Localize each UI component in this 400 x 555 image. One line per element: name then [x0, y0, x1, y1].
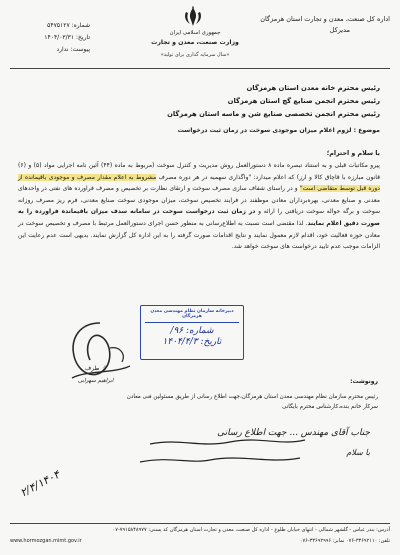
letter-greeting: با سلام و احترام؛	[326, 150, 380, 157]
handwritten-date: ۲/۴/۱۴۰۴	[18, 467, 62, 500]
org-name: اداره کل صنعت، معدن و تجارت استان هرمزگان	[260, 15, 390, 23]
addressee-1: رئیس محترم خانه معدن استان هرمزگان	[246, 84, 380, 92]
header-divider	[10, 68, 390, 69]
letter-date: تاریخ: ۱۴۰۴/۰۳/۳۱	[44, 34, 90, 41]
letter-body: پیرو مکاتبات قبلی و به استناد تبصره ماده ۸ دستورالعمل روش مدیریت و کنترل سوخت (مربوط به ماده (۴۴) آئین نامه اجرایی مواد (۵) و (۶) قانون مبارزه با قاچاق کالا و ارز) که اعلام میدارد: "واگذاری سهمیه در هر دوره مصرف مشروط به اعلام مقدار مصرف و موجودی باقیمانده از دوره قبل توسط متقاضی است" و در راستای شفاف سازی مصرف سوخت و ارتقای نظارت بر تخصیص و مصرف فراورده های نفتی در واحدهای معدنی و صنایع معدنی، بهره‌برداران معادن موظفند در فرایند تخصیص سوخت، میزان موجودی سوخت صنایع معدنی، فرم ریز مصرف روزانه سوخت و برگه حواله سوخت دریافتی را ارائه و در زمان ثبت درخواست سوخت در سامانه سدف میزان باقیمانده فراورده را به صورت دقیق اعلام نمایند. لذا مقتضی است نسبت به اطلاع‌رسانی به منظور حسن اجرای دستورالعمل مرتبط با مصرف و تخصیص سوخت در معادن حوزه فعالیت خود، اقدام لازم معمول نمایند و نتایج اقدامات صورت گرفته را به این اداره کل گزارش نمایند. بدیهی است عدم رعایت این الزامات موجب عدم تایید درخواست های سوخت خواهد شد.	[18, 162, 381, 251]
stamp-title: دبیرخانه سازمان نظام مهندسی معدن هرمزگان	[150, 309, 234, 319]
handwritten-note-1: جناب آقای مهندس ... جهت اطلاع رسانی	[217, 428, 370, 438]
iran-emblem-icon	[178, 6, 208, 28]
stamp-number: شماره: ۹۶/	[170, 326, 214, 336]
body-highlight: مشروط به اعلام مقدار مصرف و موجودی باقیمانده از دوره قبل توسط متقاضی است"	[18, 173, 380, 193]
signatory-name: ابراهیم سهرابی	[78, 378, 114, 384]
org-role: مدیرکل	[329, 26, 350, 34]
organization-header	[260, 14, 390, 36]
stamp-date: تاریخ: ۱۴۰۴/۴/۳	[162, 337, 222, 347]
letter-number: شماره: ۵۴۷۵۱۲۷	[47, 22, 90, 29]
signature-scribble	[60, 318, 140, 398]
footer-website: www.hormozgan.mimt.gov.ir	[10, 538, 82, 544]
footer-contact	[10, 538, 390, 544]
body-paragraph-1: پیرو مکاتبات قبلی و به استناد تبصره ماده ۸ دستورالعمل روش مدیریت و کنترل سوخت (مربوط به ماده (۴۴) آئین نامه اجرایی مواد (۵) و (۶) قانون مبارزه با قاچاق کالا و ارز) که اعلام میدارد: "واگذاری سهمیه در هر دوره مصرف	[18, 162, 380, 181]
footer-phone: تلفن: ۳۳۶۹۲۱۱۰-۰۷۶ نمابر: ۳۳۶۹۲۹۹۶-۰۷۶	[299, 538, 390, 544]
cc-line-2: سرکار خانم بنده،کارشناس محترم بایگانی	[282, 404, 378, 410]
receipt-stamp	[140, 305, 244, 360]
body-paragraph-3: لذا مقتضی است نسبت به اطلاع‌رسانی به منظور حسن اجرای دستورالعمل مرتبط با مصرف و تخصیص سوخت در معادن حوزه فعالیت خود، اقدام لازم معمول نمایند و نتایج اقدامات صورت گرفته را به این اداره کل گزارش نمایند. بدیهی است عدم رعایت این الزامات موجب عدم تایید درخواست های سوخت خواهد شد.	[18, 219, 380, 251]
year-slogan: «سال سرمایه گذاری برای تولید»	[160, 52, 230, 58]
body-bold-requirement: در زمان ثبت درخواست سوخت در سامانه سدف میزان باقیمانده فراورده را به صورت دقیق اعلام نمایند	[18, 208, 380, 227]
letter-meta	[10, 20, 90, 56]
handwritten-note-2: با سلام	[346, 448, 370, 457]
on-behalf-label: از طرف	[85, 365, 106, 372]
handwritten-scribble	[110, 432, 310, 472]
ministry-name: وزارت صنعت، معدن و تجارت	[151, 39, 239, 46]
footer-address: آدرس: بندر عباس - گلشهر شمالی - انتهای خیابان طلوع - اداره کل صنعت، معدن و تجارت استان هرمزگان کد پستی: ۷۹۱۵۸۴۸۹۷۷-۰۷	[112, 527, 390, 533]
letter-attachment: پیوست: ندارد	[56, 46, 90, 53]
emblem-title: جمهوری اسلامی ایران	[169, 30, 221, 36]
cc-line-1: رئیس محترم سازمان نظام مهندسی معدن استان هرمزگان،جهت اطلاع رسانی از طریق مسئولین فنی معادن	[126, 394, 378, 400]
footer-divider	[10, 523, 390, 524]
body-paragraph-2: و در راستای شفاف سازی مصرف سوخت و ارتقای نظارت بر تخصیص و مصرف فراورده های نفتی در واحدهای معدنی و صنایع معدنی، بهره‌برداران معادن موظفند در فرایند تخصیص سوخت، میزان موجودی سوخت صنایع معدنی، فرم ریز مصرف روزانه سوخت و برگه حواله سوخت دریافتی را ارائه و	[18, 185, 381, 216]
addressee-3: رئیس محترم انجمن تخصصی صنایع شن و ماسه استان هرمزگان	[167, 110, 380, 118]
letter-subject: موضوع : لزوم اعلام میزان موجودی سوخت در زمان ثبت درخواست	[177, 127, 380, 134]
cc-title: رونوشت:	[350, 378, 378, 385]
addressee-2: رئیس محترم انجمن صنایع گچ استان هرمزگان	[227, 97, 380, 105]
